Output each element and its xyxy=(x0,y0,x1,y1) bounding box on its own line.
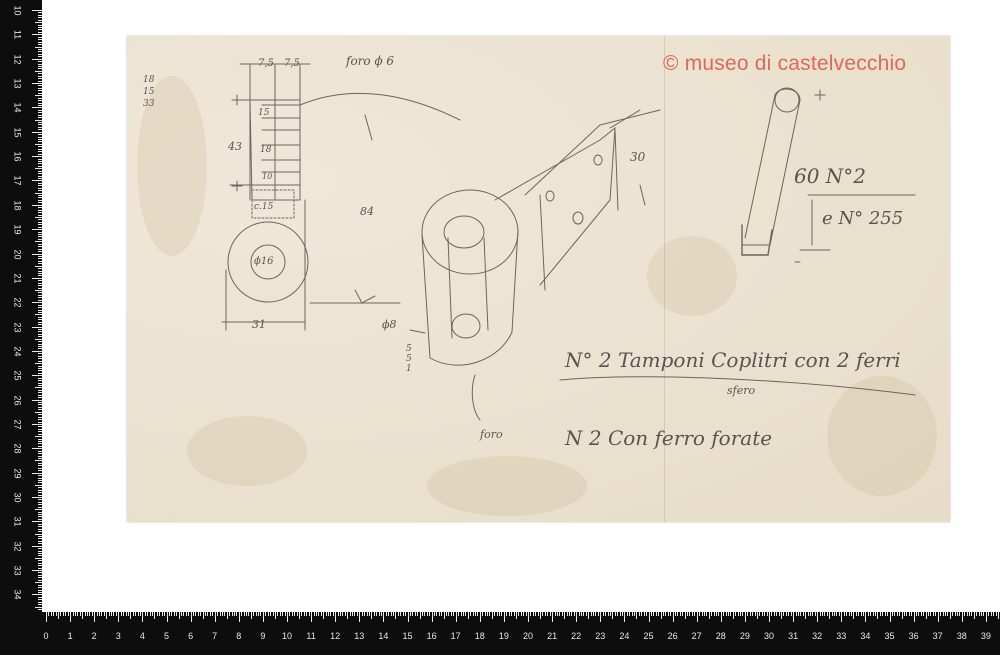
ruler-label: 5 xyxy=(163,631,169,641)
ruler-label: 23 xyxy=(12,322,23,333)
ruler-label: 3 xyxy=(115,631,121,641)
dim-84: 84 xyxy=(360,205,374,218)
ruler-label: 22 xyxy=(12,297,23,308)
ruler-label: 30 xyxy=(12,492,23,503)
dim-label-right: 7,5 xyxy=(284,58,300,69)
ruler-label: 24 xyxy=(619,631,630,641)
ruler-label: 38 xyxy=(956,631,967,641)
ruler-label: 1 xyxy=(67,631,73,641)
ruler-label: 32 xyxy=(12,541,23,552)
ruler-label: 11 xyxy=(12,30,23,40)
ruler-label: 13 xyxy=(354,631,365,641)
margin-notes xyxy=(143,74,154,110)
ruler-label: 29 xyxy=(12,468,23,479)
ruler-label: 2 xyxy=(91,631,97,641)
ruler-label: 23 xyxy=(595,631,606,641)
ruler-label: 16 xyxy=(12,151,23,162)
ruler-label: 18 xyxy=(474,631,485,641)
ruler-label: 34 xyxy=(12,589,23,600)
ruler-label: 36 xyxy=(908,631,919,641)
dim-c15: c.15 xyxy=(254,202,274,212)
ruler-label: 0 xyxy=(43,631,49,641)
ruler-label: 33 xyxy=(12,565,23,576)
ruler-label: 18 xyxy=(12,200,23,211)
margin-note: 33 xyxy=(143,99,155,109)
ruler-label: 31 xyxy=(788,631,799,641)
handwritten-line-2: N 2 Con ferro forate xyxy=(565,426,773,450)
circle-diameter: ϕ16 xyxy=(254,256,274,267)
ruler-label: 33 xyxy=(836,631,847,641)
count-60: 60 N°2 xyxy=(794,164,867,188)
foro-label: foro xyxy=(480,428,503,441)
ruler-label: 8 xyxy=(236,631,242,641)
ruler-label: 22 xyxy=(571,631,582,641)
ruler-label: 26 xyxy=(667,631,678,641)
ruler-label: 26 xyxy=(12,395,23,406)
ruler-label: 17 xyxy=(12,175,23,186)
dim-31: 31 xyxy=(252,318,266,331)
count-255: e N° 255 xyxy=(822,208,904,229)
ruler-label: 21 xyxy=(12,273,23,284)
dim-18: 18 xyxy=(260,145,272,155)
dim-label-left: 7,5 xyxy=(258,58,274,69)
dim-43: 43 xyxy=(228,140,242,153)
ruler-label: 30 xyxy=(763,631,774,641)
copyright-icon: © xyxy=(663,52,679,75)
ruler-label: 25 xyxy=(12,370,23,381)
ruler-label: 14 xyxy=(12,102,23,113)
ruler-label: 25 xyxy=(643,631,654,641)
ruler-label: 29 xyxy=(739,631,750,641)
ruler-label: 20 xyxy=(12,248,23,259)
ruler-label: 10 xyxy=(12,5,23,16)
ruler-label: 20 xyxy=(522,631,533,641)
ruler-label: 10 xyxy=(281,631,292,641)
ruler-label: 39 xyxy=(980,631,991,641)
ruler-label: 15 xyxy=(12,127,23,138)
ruler-label: 15 xyxy=(402,631,413,641)
ruler-label: 37 xyxy=(932,631,943,641)
ruler-label: 16 xyxy=(426,631,437,641)
margin-note: 18 xyxy=(143,75,155,85)
handwritten-line-1-sub: sfero xyxy=(727,384,756,397)
ruler-label: 24 xyxy=(12,346,23,357)
dim-10: 10 xyxy=(262,172,273,181)
ruler-label: 17 xyxy=(450,631,461,641)
dim-15: 15 xyxy=(258,108,270,118)
ruler-label: 34 xyxy=(860,631,871,641)
ruler-label: 27 xyxy=(12,419,23,430)
ruler-label: 7 xyxy=(212,631,218,641)
ruler-label: 4 xyxy=(139,631,145,641)
watermark-text: museo di castelvecchio xyxy=(684,52,907,75)
ruler-label: 27 xyxy=(691,631,702,641)
dim-phi8: ϕ8 xyxy=(382,318,397,331)
ruler-label: 19 xyxy=(12,224,23,235)
handwritten-line-1: N° 2 Tamponi Coplitri con 2 ferri xyxy=(565,348,901,372)
hole-label: foro ϕ 6 xyxy=(346,54,395,68)
ruler-label: 13 xyxy=(12,78,23,89)
ruler-label: 31 xyxy=(12,516,23,527)
margin-note: 15 xyxy=(143,87,155,97)
ruler-label: 6 xyxy=(188,631,194,641)
ruler-label: 12 xyxy=(12,54,23,65)
ruler-label: 11 xyxy=(306,631,316,641)
ruler-label: 19 xyxy=(498,631,509,641)
ruler-label: 32 xyxy=(812,631,823,641)
ruler-label: 14 xyxy=(378,631,389,641)
dim-30: 30 xyxy=(630,150,646,164)
ruler-label: 21 xyxy=(547,631,558,641)
ruler-label: 28 xyxy=(715,631,726,641)
ruler-label: 28 xyxy=(12,443,23,454)
ruler-label: 12 xyxy=(330,631,341,641)
ruler-label: 9 xyxy=(260,631,266,641)
dim-stack: 5 5 1 xyxy=(406,344,412,374)
ruler-label: 35 xyxy=(884,631,895,641)
